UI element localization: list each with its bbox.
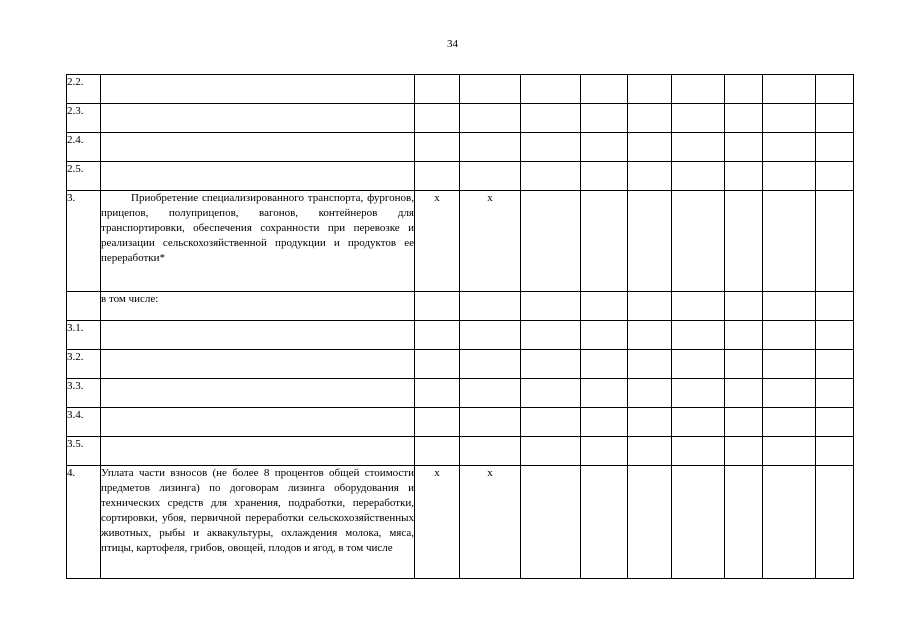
empty-cell [672,350,725,379]
empty-cell [816,379,854,408]
empty-cell [672,321,725,350]
empty-cell [628,408,672,437]
empty-cell [672,466,725,579]
empty-cell [672,292,725,321]
table-row [67,466,854,579]
cell-mark-1 [415,75,460,104]
row-description [101,162,415,191]
row-number: 2.5. [67,162,101,191]
empty-cell [628,104,672,133]
empty-cell [763,75,816,104]
table-row [67,191,854,292]
row-description [101,379,415,408]
table-row [67,104,854,133]
empty-cell [628,191,672,292]
empty-cell [521,437,581,466]
empty-cell [816,437,854,466]
table-row [67,350,854,379]
row-number: 3.2. [67,350,101,379]
row-description [101,350,415,379]
empty-cell [763,379,816,408]
empty-cell [628,379,672,408]
empty-cell [763,321,816,350]
empty-cell [725,379,763,408]
empty-cell [725,162,763,191]
cell-mark-1 [415,133,460,162]
empty-cell [581,379,628,408]
empty-cell [816,408,854,437]
empty-cell [521,379,581,408]
empty-cell [521,133,581,162]
row-description [101,437,415,466]
empty-cell [816,104,854,133]
row-description [101,75,415,104]
row-description [101,104,415,133]
row-description [101,408,415,437]
empty-cell [672,191,725,292]
cell-mark-2 [460,133,521,162]
cell-mark-2 [460,437,521,466]
empty-cell [725,437,763,466]
cell-mark-1 [415,408,460,437]
empty-cell [816,321,854,350]
empty-cell [628,162,672,191]
row-number: 3.5. [67,437,101,466]
cell-mark-1 [415,321,460,350]
empty-cell [521,191,581,292]
empty-cell [521,104,581,133]
empty-cell [672,133,725,162]
empty-cell [521,350,581,379]
empty-cell [725,466,763,579]
row-number: 3. [67,191,101,292]
empty-cell [628,437,672,466]
cell-mark-1 [415,437,460,466]
row-description: Уплата части взносов (не более 8 процентов общей стоимости предметов лизинга) по договорам лизинга оборудования и технических средств для хранения, подработки, переработки, сортировки, убоя, первичной переработки сельскохозяйственных животных, рыбы и аквакультуры, охлаждения молока, мяса, птицы, картофеля, грибов, овощей, плодов и ягод, в том числе [101,466,415,579]
cell-mark-2 [460,104,521,133]
empty-cell [628,75,672,104]
empty-cell [763,191,816,292]
empty-cell [581,437,628,466]
row-description [101,321,415,350]
empty-cell [521,408,581,437]
cell-mark-1 [415,379,460,408]
empty-cell [816,133,854,162]
row-number: 2.2. [67,75,101,104]
empty-cell [725,104,763,133]
empty-cell [763,466,816,579]
table-row [67,162,854,191]
row-description [101,133,415,162]
empty-cell [521,75,581,104]
cell-mark-1 [415,104,460,133]
empty-cell [672,104,725,133]
row-number: 3.3. [67,379,101,408]
empty-cell [816,350,854,379]
cell-mark-2 [460,321,521,350]
empty-cell [581,75,628,104]
empty-cell [581,292,628,321]
cell-mark-2 [460,75,521,104]
row-number: 3.4. [67,408,101,437]
empty-cell [521,321,581,350]
row-number: 2.4. [67,133,101,162]
empty-cell [672,408,725,437]
cell-mark-2 [460,379,521,408]
cell-mark-1 [415,350,460,379]
empty-cell [581,104,628,133]
table-row [67,437,854,466]
empty-cell [628,133,672,162]
cell-mark-1: х [415,466,460,579]
empty-cell [725,75,763,104]
empty-cell [725,292,763,321]
table-row [67,408,854,437]
data-table [66,74,854,579]
empty-cell [581,321,628,350]
empty-cell [581,162,628,191]
empty-cell [581,191,628,292]
empty-cell [628,350,672,379]
row-number [67,292,101,321]
empty-cell [672,162,725,191]
empty-cell [521,292,581,321]
empty-cell [521,162,581,191]
cell-mark-2: х [460,466,521,579]
cell-mark-2 [460,350,521,379]
empty-cell [581,133,628,162]
cell-mark-1 [415,292,460,321]
empty-cell [763,104,816,133]
empty-cell [816,75,854,104]
table-row [67,75,854,104]
table-row [67,133,854,162]
row-number: 3.1. [67,321,101,350]
empty-cell [581,408,628,437]
empty-cell [763,162,816,191]
cell-mark-2 [460,408,521,437]
row-number: 4. [67,466,101,579]
empty-cell [816,466,854,579]
cell-mark-1: х [415,191,460,292]
table-row [67,292,854,321]
empty-cell [628,292,672,321]
empty-cell [816,191,854,292]
empty-cell [581,350,628,379]
empty-cell [725,321,763,350]
empty-cell [672,75,725,104]
table-row [67,379,854,408]
empty-cell [672,437,725,466]
empty-cell [725,133,763,162]
empty-cell [816,292,854,321]
empty-cell [628,466,672,579]
cell-mark-2 [460,162,521,191]
empty-cell [763,408,816,437]
empty-cell [763,437,816,466]
empty-cell [628,321,672,350]
empty-cell [725,350,763,379]
empty-cell [581,466,628,579]
row-description: в том числе: [101,292,415,321]
table-row [67,321,854,350]
empty-cell [816,162,854,191]
empty-cell [763,292,816,321]
cell-mark-1 [415,162,460,191]
empty-cell [725,191,763,292]
row-description: Приобретение специализированного транспорта, фургонов, прицепов, полуприцепов, вагонов, контейнеров для транспортировки, обеспечения сохранности при перевозке и реализации сельскохозяйственной продукции и продуктов ее переработки* [101,191,415,292]
empty-cell [763,133,816,162]
empty-cell [521,466,581,579]
row-number: 2.3. [67,104,101,133]
empty-cell [763,350,816,379]
page-number: 34 [447,38,458,50]
cell-mark-2: х [460,191,521,292]
empty-cell [725,408,763,437]
empty-cell [672,379,725,408]
cell-mark-2 [460,292,521,321]
